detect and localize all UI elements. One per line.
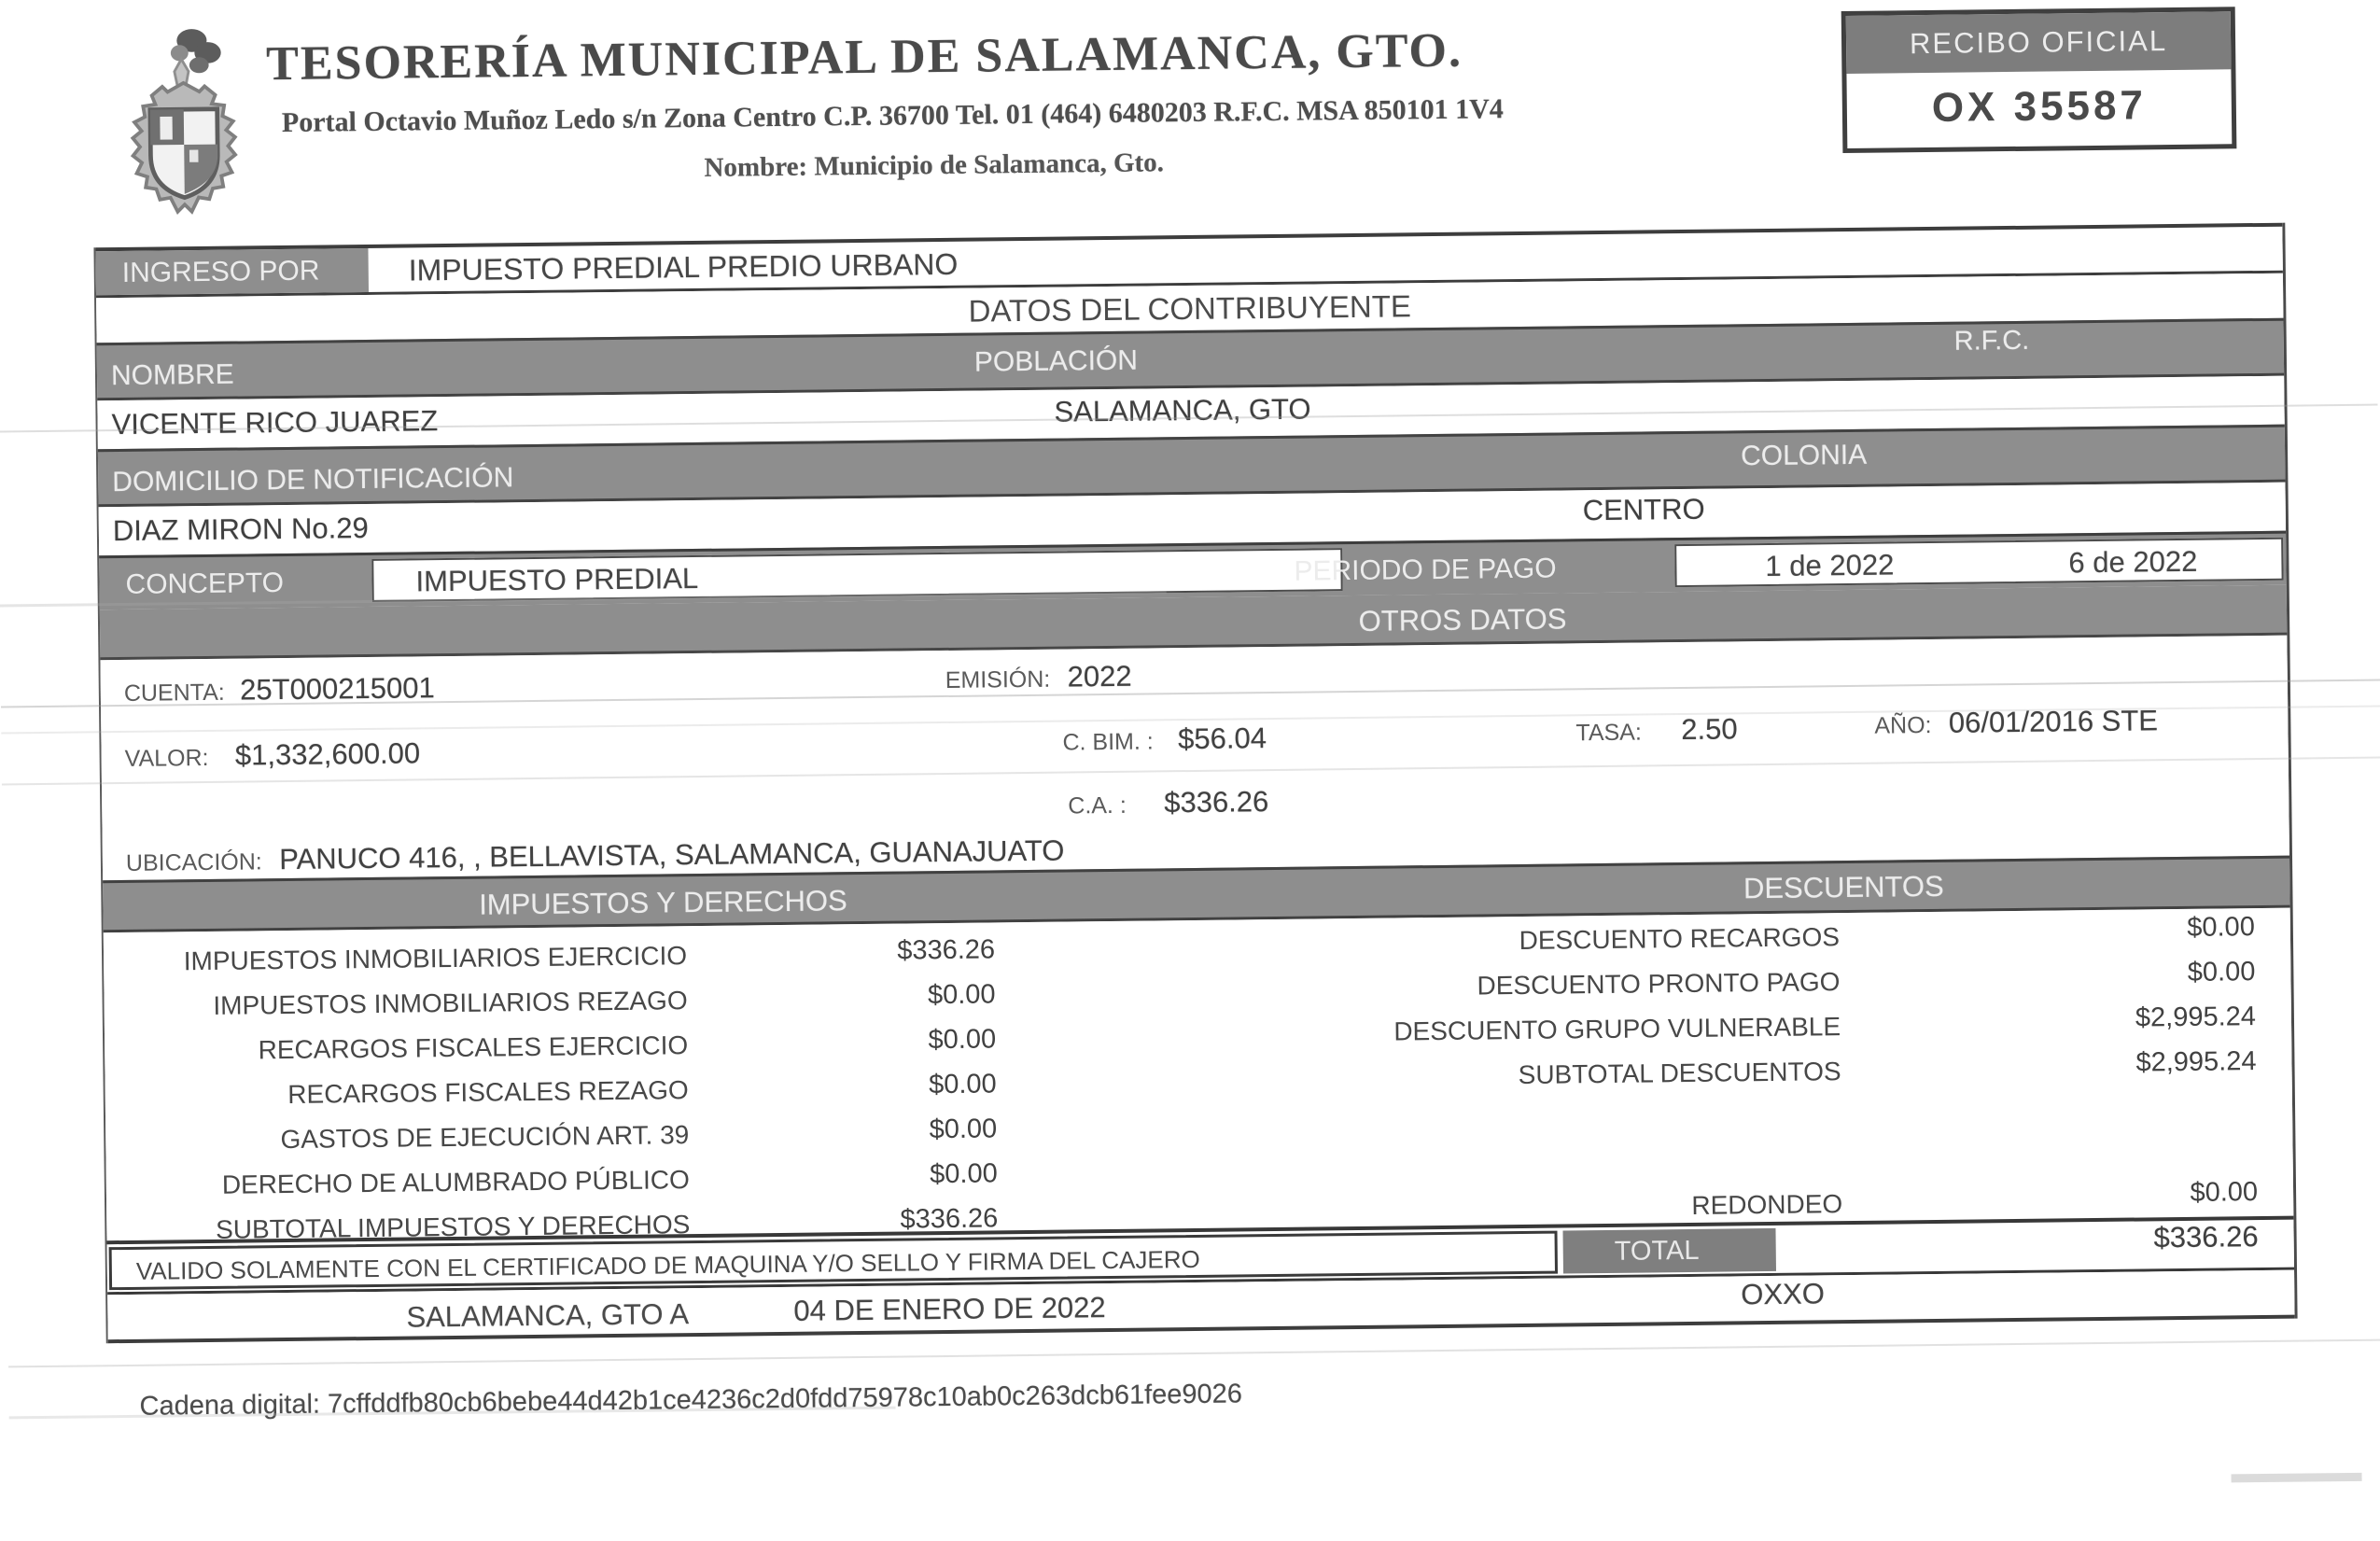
- colonia-label: COLONIA: [1740, 439, 1868, 472]
- ca-label: C.A. :: [1068, 792, 1127, 820]
- charge-row-value: $336.26: [900, 1203, 999, 1235]
- tasa-value: 2.50: [1681, 712, 1738, 747]
- municipal-crest-icon: [104, 16, 265, 234]
- domicilio-label: DOMICILIO DE NOTIFICACIÓN: [112, 462, 514, 498]
- cuenta-label: CUENTA:: [123, 679, 225, 707]
- tasa-label: TASA:: [1575, 719, 1642, 747]
- header-name-line: Nombre: Municipio de Salamanca, Gto.: [704, 147, 1165, 183]
- discount-row-label: DESCUENTO RECARGOS: [1519, 922, 1841, 956]
- section-title-datos-contribuyente: DATOS DEL CONTRIBUYENTE: [96, 273, 2283, 343]
- charge-row-value: $0.00: [930, 1158, 998, 1190]
- charge-row-value: $0.00: [928, 1069, 997, 1100]
- scan-streak: [8, 1338, 2380, 1367]
- impuestos-y-derechos-header: IMPUESTOS Y DERECHOS: [479, 884, 847, 921]
- valido-text-box: VALIDO SOLAMENTE CON EL CERTIFICADO DE MAQUINA Y/O SELLO Y FIRMA DEL CAJERO: [109, 1231, 1558, 1291]
- field-valor: [124, 736, 420, 774]
- nombre-label: NOMBRE: [110, 358, 234, 392]
- ubicacion-label: UBICACIÓN:: [125, 848, 262, 876]
- contribuyente-domicilio: DIAZ MIRON No.29: [112, 511, 369, 548]
- total-label-cell: TOTAL: [1562, 1228, 1776, 1274]
- discount-row-value: $0.00: [2187, 912, 2256, 943]
- periodo-inicio: 1 de 2022: [1765, 548, 1895, 583]
- charge-row-value: $0.00: [929, 1114, 998, 1145]
- charge-row-label: RECARGOS FISCALES EJERCICIO: [258, 1030, 689, 1065]
- field-cbim: [1062, 721, 1267, 757]
- ingreso-por-label: INGRESO POR: [95, 248, 369, 295]
- rfc-label: R.F.C.: [1953, 325, 2030, 357]
- contribuyente-colonia: CENTRO: [1582, 492, 1705, 527]
- header-address: Portal Octavio Muñoz Ledo s/n Zona Centro C.P. 36700 Tel. 01 (464) 6480203 R.F.C. MSA 850101 1V4: [281, 93, 1504, 139]
- periodo-fin: 6 de 2022: [2068, 544, 2198, 580]
- concepto-label: CONCEPTO: [125, 567, 285, 600]
- valor-value: $1,332,600.00: [234, 736, 421, 772]
- poblacion-label: POBLACIÓN: [973, 344, 1139, 378]
- section-otros-datos-values: [100, 636, 2289, 881]
- discount-row-value: $0.00: [2187, 957, 2256, 988]
- concepto-value-field: IMPUESTO PREDIAL: [371, 548, 1342, 602]
- emision-label: EMISIÓN:: [945, 665, 1051, 693]
- cuenta-value: 25T000215001: [239, 671, 435, 707]
- receipt-form: [93, 223, 2297, 1344]
- discount-row-value: $2,995.24: [2135, 1002, 2257, 1033]
- anio-label: AÑO:: [1874, 711, 1932, 739]
- receipt-box-label: RECIBO OFICIAL: [1846, 11, 2232, 74]
- ubicacion-value: PANUCO 416, , BELLAVISTA, SALAMANCA, GUANAJUATO: [279, 834, 1065, 876]
- cashier-text: OXXO: [1741, 1277, 1826, 1311]
- field-tasa: [1575, 712, 1738, 748]
- discount-row-label: DESCUENTO PRONTO PAGO: [1477, 967, 1841, 1001]
- receipt-number: OX 35587: [1931, 81, 2148, 131]
- charge-row-label: IMPUESTOS INMOBILIARIOS EJERCICIO: [183, 941, 688, 976]
- date-text: 04 DE ENERO DE 2022: [793, 1291, 1106, 1327]
- charge-row-label: RECARGOS FISCALES REZAGO: [287, 1075, 689, 1109]
- charge-row-value: $0.00: [927, 979, 996, 1011]
- cbim-value: $56.04: [1177, 721, 1267, 756]
- cbim-label: C. BIM. :: [1062, 728, 1154, 756]
- charge-row-label: DERECHO DE ALUMBRADO PÚBLICO: [221, 1165, 690, 1199]
- ca-value: $336.26: [1164, 785, 1269, 820]
- anio-value: 06/01/2016 STE: [1948, 704, 2159, 739]
- charge-row-label: IMPUESTOS INMOBILIARIOS REZAGO: [213, 986, 688, 1020]
- field-cuenta: [124, 671, 435, 708]
- otros-datos-label: OTROS DATOS: [1358, 602, 1567, 637]
- charge-row-value: $0.00: [928, 1024, 997, 1056]
- scan-streak: [2231, 1473, 2361, 1483]
- page-title: TESORERÍA MUNICIPAL DE SALAMANCA, GTO.: [265, 23, 1463, 91]
- charge-row-label: SUBTOTAL IMPUESTOS Y DERECHOS: [215, 1210, 691, 1244]
- contribuyente-poblacion: SALAMANCA, GTO: [1054, 392, 1311, 428]
- descuentos-header: DESCUENTOS: [1743, 869, 1944, 905]
- field-anio: [1874, 704, 2158, 740]
- field-emision: [945, 660, 1132, 695]
- charges-table: [104, 908, 2294, 1244]
- periodo-value-field: [1674, 538, 2283, 587]
- total-value: $336.26: [2153, 1220, 2259, 1254]
- emision-value: 2022: [1067, 659, 1132, 693]
- ingreso-por-value: IMPUESTO PREDIAL PREDIO URBANO: [408, 246, 959, 287]
- official-receipt-box: [1841, 7, 2237, 153]
- place-text: SALAMANCA, GTO A: [406, 1297, 690, 1334]
- periodo-de-pago-label: PERIODO DE PAGO: [1294, 553, 1557, 587]
- discount-row-label: DESCUENTO GRUPO VULNERABLE: [1393, 1012, 1841, 1046]
- contribuyente-nombre: VICENTE RICO JUAREZ: [111, 404, 439, 441]
- charge-row-label: GASTOS DE EJECUCIÓN ART. 39: [280, 1120, 690, 1155]
- redondeo-label: REDONDEO: [1691, 1189, 1843, 1220]
- field-ca: [1068, 785, 1268, 820]
- discount-row-label: SUBTOTAL DESCUENTOS: [1518, 1057, 1841, 1090]
- charge-row-value: $336.26: [897, 934, 996, 966]
- redondeo-value: $0.00: [2190, 1177, 2259, 1208]
- cadena-digital-text: Cadena digital: 7cffddfb80cb6bebe44d42b1ce4236c2d0fdd75978c10ab0c263dcb61fee9026: [139, 1379, 1243, 1422]
- valor-label: VALOR:: [124, 744, 209, 772]
- discount-row-value: $2,995.24: [2135, 1046, 2257, 1078]
